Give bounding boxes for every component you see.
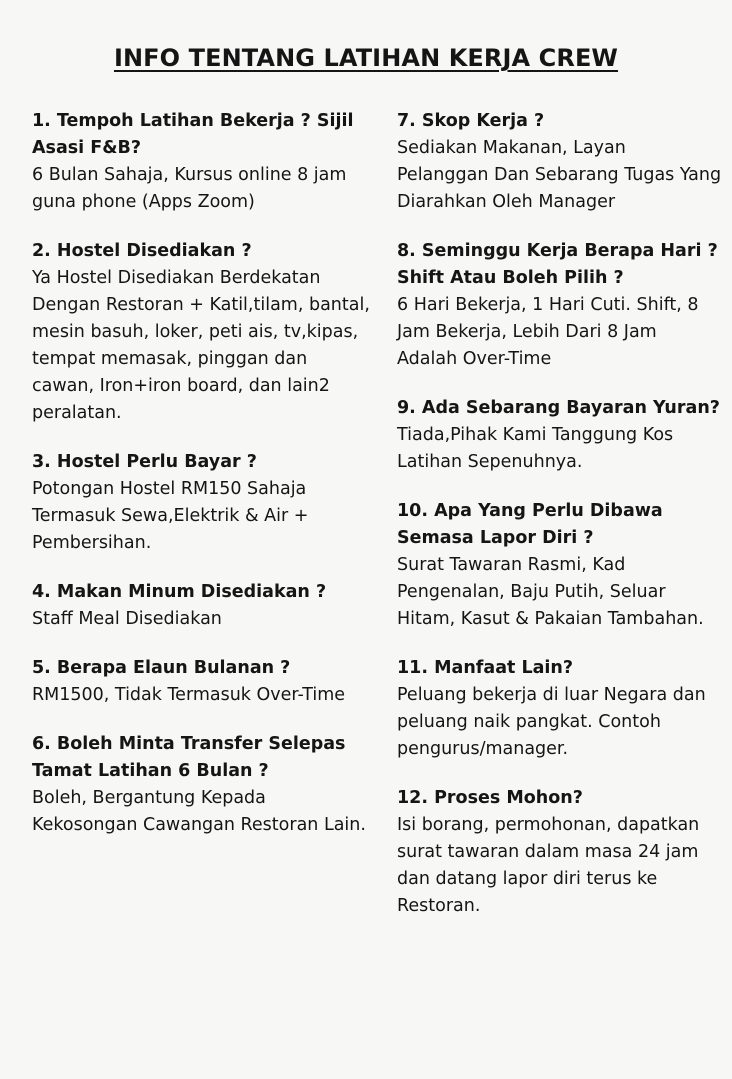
qa-item-4 [32,579,372,633]
qa-item-5 [32,655,372,709]
qa-item-7 [397,108,722,216]
answer-5: RM1500, Tidak Termasuk Over-Time [32,685,346,705]
answer-10: Surat Tawaran Rasmi, Kad Pengenalan, Baju Putih, Seluar Hitam, Kasut & Pakaian Tambahan. [397,555,704,629]
answer-1: 6 Bulan Sahaja, Kursus online 8 jam guna phone (Apps Zoom) [32,165,347,212]
question-7: 7. Skop Kerja ? [397,111,545,131]
answer-8: 6 Hari Bekerja, 1 Hari Cuti. Shift, 8 Jam Bekerja, Lebih Dari 8 Jam Adalah Over-Time [397,295,699,369]
answer-4: Staff Meal Disediakan [32,609,222,629]
question-5: 5. Berapa Elaun Bulanan ? [32,658,291,678]
qa-item-12 [397,785,722,920]
question-1: 1. Tempoh Latihan Bekerja ? Sijil Asasi F&B? [32,111,354,158]
answer-3: Potongan Hostel RM150 Sahaja Termasuk Sewa,Elektrik & Air + Pembersihan. [32,479,309,553]
question-3: 3. Hostel Perlu Bayar ? [32,452,257,472]
answer-9: Tiada,Pihak Kami Tanggung Kos Latihan Sepenuhnya. [397,425,674,472]
answer-7: Sediakan Makanan, Layan Pelanggan Dan Sebarang Tugas Yang Diarahkan Oleh Manager [397,138,722,212]
qa-item-1 [32,108,372,216]
answer-11: Peluang bekerja di luar Negara dan peluang naik pangkat. Contoh pengurus/manager. [397,685,706,759]
question-9: 9. Ada Sebarang Bayaran Yuran? [397,398,720,418]
answer-2: Ya Hostel Disediakan Berdekatan Dengan Restoran + Katil,tilam, bantal, mesin basuh, loker, peti ais, tv,kipas, tempat memasak, pinggan dan cawan, Iron+iron board, dan lain2 peralatan. [32,268,370,423]
question-11: 11. Manfaat Lain? [397,658,574,678]
qa-item-9 [397,395,722,476]
qa-item-3 [32,449,372,557]
question-12: 12. Proses Mohon? [397,788,583,808]
answer-6: Boleh, Bergantung Kepada Kekosongan Cawangan Restoran Lain. [32,788,366,835]
qa-item-11 [397,655,722,763]
qa-item-10 [397,498,722,633]
qa-item-8 [397,238,722,373]
right-column [397,108,722,942]
answer-12: Isi borang, permohonan, dapatkan surat tawaran dalam masa 24 jam dan datang lapor diri terus ke Restoran. [397,815,700,916]
question-8: 8. Seminggu Kerja Berapa Hari ? Shift Atau Boleh Pilih ? [397,241,718,288]
question-4: 4. Makan Minum Disediakan ? [32,582,327,602]
left-column [32,108,372,861]
question-2: 2. Hostel Disediakan ? [32,241,252,261]
qa-item-2 [32,238,372,427]
question-6: 6. Boleh Minta Transfer Selepas Tamat Latihan 6 Bulan ? [32,734,346,781]
question-10: 10. Apa Yang Perlu Dibawa Semasa Lapor Diri ? [397,501,663,548]
page-title: INFO TENTANG LATIHAN KERJA CREW [113,44,619,72]
qa-item-6 [32,731,372,839]
